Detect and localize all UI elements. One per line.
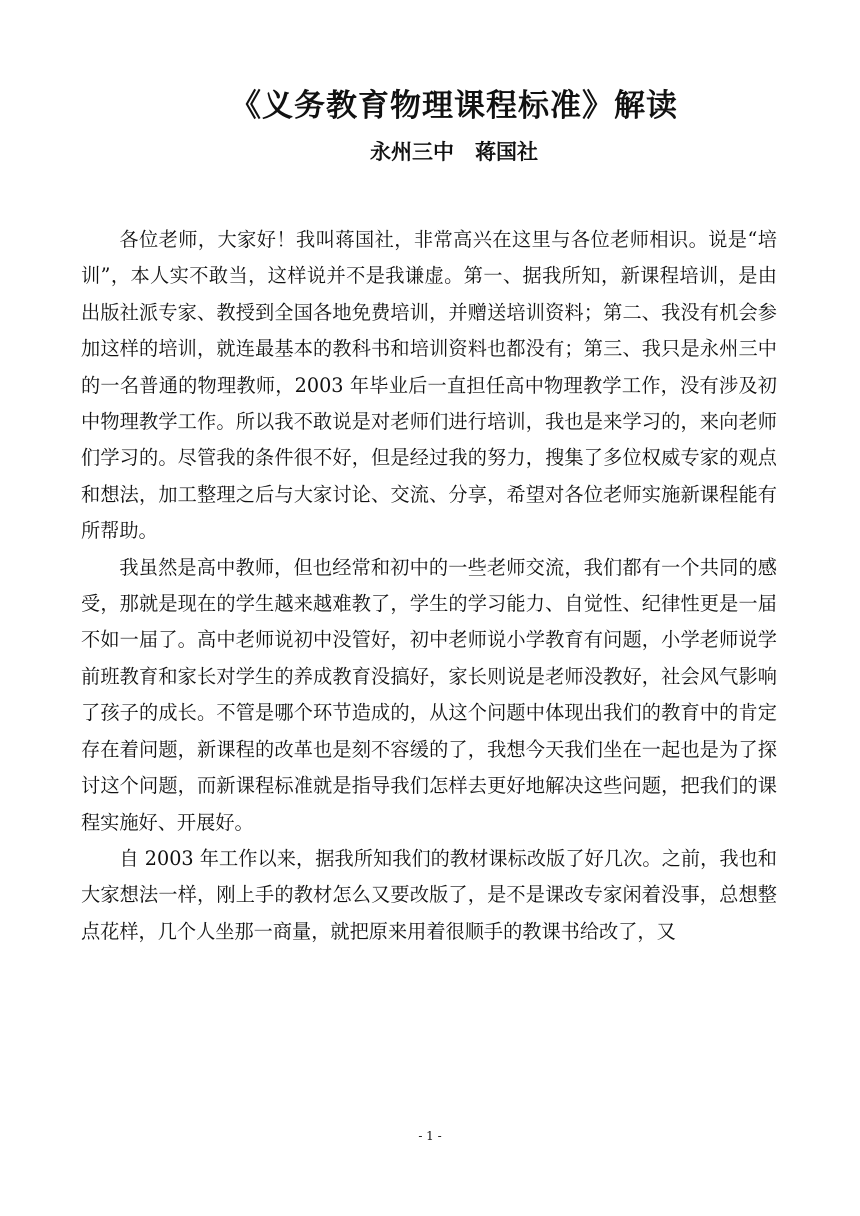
- document-title: 《义务教育物理课程标准》解读: [230, 88, 678, 124]
- body-paragraph-2: 我虽然是高中教师，但也经常和初中的一些老师交流，我们都有一个共同的感受，那就是现在的学生越来越难教了，学生的学习能力、自觉性、纪律性更是一届不如一届了。高中老师说初中没管好，初中老师说小学教育有问题，小学老师说学前班教育和家长对学生的养成教育没搞好，家长则说是老师没教好，社会风气影响了孩子的成长。不管是哪个环节造成的，从这个问题中体现出我们的教育中的肯定存在着问题，新课程的改革也是刻不容缓的了，我想今天我们坐在一起也是为了探讨这个问题，而新课程标准就是指导我们怎样去更好地解决这些问题，把我们的课程实施好、开展好。: [81, 555, 777, 834]
- document-author: 永州三中 蒋国社: [370, 139, 538, 164]
- body-paragraph-1: 各位老师，大家好！我叫蒋国社，非常高兴在这里与各位老师相识。说是“培训”，本人实不敢当，这样说并不是我谦虚。第一、据我所知，新课程培训，是由出版社派专家、教授到全国各地免费培训，并赠送培训资料；第二、我没有机会参加这样的培训，就连最基本的教科书和培训资料也都没有；第三、我只是永州三中的一名普通的物理教师，2003 年毕业后一直担任高中物理教学工作，没有涉及初中物理教学工作。所以我不敢说是对老师们进行培训，我也是来学习的，来向老师们学习的。尽管我的条件很不好，但是经过我的努力，搜集了多位权威专家的观点和想法，加工整理之后与大家讨论、交流、分享，希望对各位老师实施新课程能有所帮助。: [81, 228, 777, 543]
- document-body: [81, 222, 777, 950]
- body-paragraph-3: 自 2003 年工作以来，据我所知我们的教材课标改版了好几次。之前，我也和大家想法一样，刚上手的教材怎么又要改版了，是不是课改专家闲着没事，总想整点花样，几个人坐那一商量，就把原来用着很顺手的教课书给改了，又: [81, 846, 777, 943]
- page-number: - 1 -: [418, 1129, 442, 1143]
